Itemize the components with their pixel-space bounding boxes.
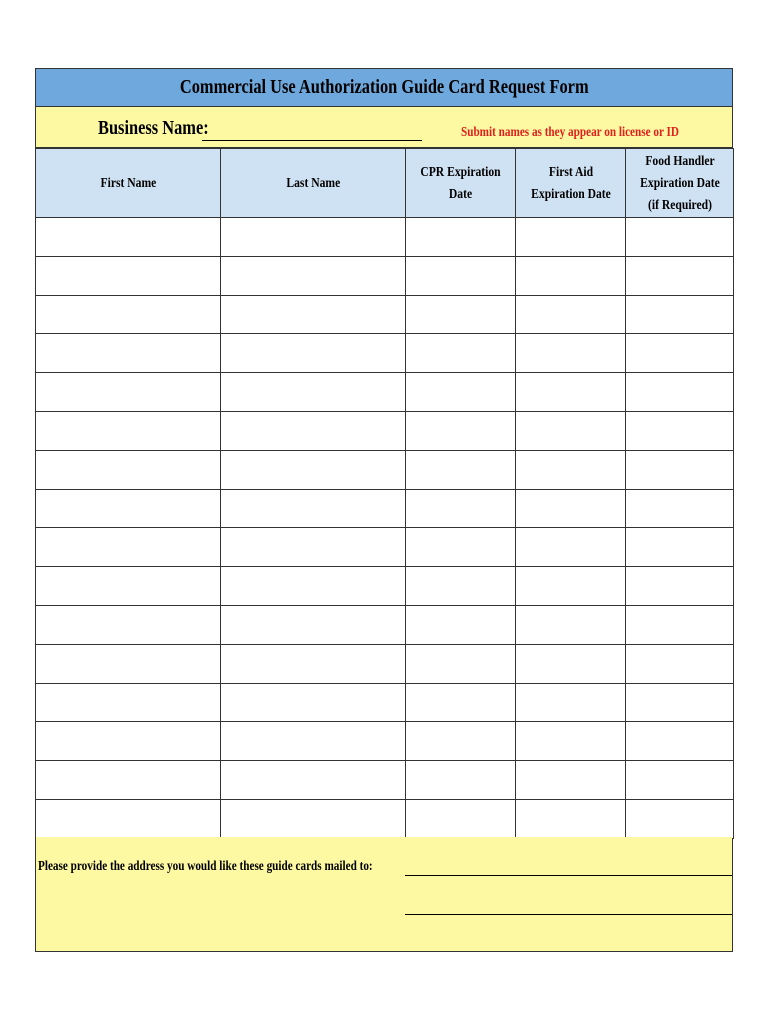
cell-food-handler-expiration[interactable] bbox=[626, 411, 734, 450]
cell-food-handler-expiration[interactable] bbox=[626, 799, 734, 838]
guide-table bbox=[35, 148, 734, 839]
cell-cpr-expiration[interactable] bbox=[406, 373, 516, 412]
cell-first-name[interactable] bbox=[36, 683, 221, 722]
column-header-first-aid-expiration: First Aid Expiration Date bbox=[516, 149, 626, 218]
cell-food-handler-expiration[interactable] bbox=[626, 489, 734, 528]
cell-first-aid-expiration[interactable] bbox=[516, 761, 626, 800]
table-row bbox=[36, 799, 734, 838]
cell-food-handler-expiration[interactable] bbox=[626, 450, 734, 489]
cell-last-name[interactable] bbox=[221, 489, 406, 528]
table-row bbox=[36, 373, 734, 412]
cell-food-handler-expiration[interactable] bbox=[626, 295, 734, 334]
cell-cpr-expiration[interactable] bbox=[406, 450, 516, 489]
cell-first-name[interactable] bbox=[36, 799, 221, 838]
cell-food-handler-expiration[interactable] bbox=[626, 567, 734, 606]
column-header-last-name: Last Name bbox=[221, 149, 406, 218]
table-row bbox=[36, 683, 734, 722]
table-row bbox=[36, 295, 734, 334]
table-row bbox=[36, 411, 734, 450]
cell-cpr-expiration[interactable] bbox=[406, 799, 516, 838]
column-header-food-handler-expiration: Food Handler Expiration Date (if Required) bbox=[626, 149, 734, 218]
cell-first-name[interactable] bbox=[36, 334, 221, 373]
cell-cpr-expiration[interactable] bbox=[406, 489, 516, 528]
form-title-bar bbox=[36, 69, 732, 107]
cell-last-name[interactable] bbox=[221, 373, 406, 412]
cell-cpr-expiration[interactable] bbox=[406, 644, 516, 683]
cell-last-name[interactable] bbox=[221, 722, 406, 761]
table-body bbox=[36, 218, 734, 839]
cell-first-aid-expiration[interactable] bbox=[516, 799, 626, 838]
cell-food-handler-expiration[interactable] bbox=[626, 722, 734, 761]
cell-cpr-expiration[interactable] bbox=[406, 605, 516, 644]
cell-first-aid-expiration[interactable] bbox=[516, 334, 626, 373]
cell-cpr-expiration[interactable] bbox=[406, 761, 516, 800]
table-row bbox=[36, 256, 734, 295]
table-header-row bbox=[36, 149, 734, 218]
business-name-row bbox=[36, 107, 732, 148]
cell-last-name[interactable] bbox=[221, 334, 406, 373]
cell-last-name[interactable] bbox=[221, 218, 406, 257]
cell-first-aid-expiration[interactable] bbox=[516, 567, 626, 606]
cell-last-name[interactable] bbox=[221, 605, 406, 644]
cell-cpr-expiration[interactable] bbox=[406, 683, 516, 722]
table-row bbox=[36, 644, 734, 683]
mailing-address-line-1[interactable] bbox=[405, 875, 732, 876]
cell-first-aid-expiration[interactable] bbox=[516, 218, 626, 257]
cell-cpr-expiration[interactable] bbox=[406, 528, 516, 567]
cell-first-aid-expiration[interactable] bbox=[516, 256, 626, 295]
cell-first-name[interactable] bbox=[36, 373, 221, 412]
cell-cpr-expiration[interactable] bbox=[406, 218, 516, 257]
cell-first-name[interactable] bbox=[36, 528, 221, 567]
cell-cpr-expiration[interactable] bbox=[406, 256, 516, 295]
business-name-field[interactable] bbox=[202, 140, 422, 141]
cell-cpr-expiration[interactable] bbox=[406, 295, 516, 334]
cell-first-name[interactable] bbox=[36, 605, 221, 644]
cell-first-name[interactable] bbox=[36, 256, 221, 295]
cell-first-aid-expiration[interactable] bbox=[516, 644, 626, 683]
table-row bbox=[36, 218, 734, 257]
table-row bbox=[36, 567, 734, 606]
cell-food-handler-expiration[interactable] bbox=[626, 605, 734, 644]
cell-food-handler-expiration[interactable] bbox=[626, 256, 734, 295]
cell-last-name[interactable] bbox=[221, 295, 406, 334]
cell-first-aid-expiration[interactable] bbox=[516, 683, 626, 722]
cell-last-name[interactable] bbox=[221, 450, 406, 489]
business-name-note: Submit names as they appear on license or ID bbox=[461, 125, 680, 140]
cell-last-name[interactable] bbox=[221, 799, 406, 838]
table-row bbox=[36, 722, 734, 761]
table-row bbox=[36, 761, 734, 800]
table-row bbox=[36, 489, 734, 528]
cell-first-name[interactable] bbox=[36, 411, 221, 450]
table-row bbox=[36, 528, 734, 567]
cell-last-name[interactable] bbox=[221, 411, 406, 450]
cell-first-aid-expiration[interactable] bbox=[516, 450, 626, 489]
cell-first-name[interactable] bbox=[36, 722, 221, 761]
cell-first-name[interactable] bbox=[36, 567, 221, 606]
column-header-first-name: First Name bbox=[36, 149, 221, 218]
cell-last-name[interactable] bbox=[221, 761, 406, 800]
table-row bbox=[36, 450, 734, 489]
cell-first-aid-expiration[interactable] bbox=[516, 722, 626, 761]
cell-first-name[interactable] bbox=[36, 761, 221, 800]
cell-food-handler-expiration[interactable] bbox=[626, 528, 734, 567]
cell-last-name[interactable] bbox=[221, 644, 406, 683]
cell-food-handler-expiration[interactable] bbox=[626, 373, 734, 412]
guide-card-request-form bbox=[35, 68, 733, 952]
cell-cpr-expiration[interactable] bbox=[406, 567, 516, 606]
cell-cpr-expiration[interactable] bbox=[406, 722, 516, 761]
column-header-cpr-expiration: CPR Expiration Date bbox=[406, 149, 516, 218]
business-name-label: Business Name: bbox=[98, 117, 209, 139]
cell-first-name[interactable] bbox=[36, 450, 221, 489]
cell-last-name[interactable] bbox=[221, 683, 406, 722]
table-row bbox=[36, 605, 734, 644]
cell-first-aid-expiration[interactable] bbox=[516, 295, 626, 334]
cell-cpr-expiration[interactable] bbox=[406, 334, 516, 373]
cell-first-aid-expiration[interactable] bbox=[516, 489, 626, 528]
mailing-address-section bbox=[36, 837, 732, 951]
cell-first-aid-expiration[interactable] bbox=[516, 605, 626, 644]
mailing-address-label: Please provide the address you would like these guide cards mailed to: bbox=[38, 859, 373, 874]
cell-first-name[interactable] bbox=[36, 644, 221, 683]
cell-first-name[interactable] bbox=[36, 218, 221, 257]
cell-food-handler-expiration[interactable] bbox=[626, 218, 734, 257]
form-title: Commercial Use Authorization Guide Card Request Form bbox=[179, 76, 589, 98]
cell-last-name[interactable] bbox=[221, 567, 406, 606]
cell-food-handler-expiration[interactable] bbox=[626, 334, 734, 373]
cell-food-handler-expiration[interactable] bbox=[626, 644, 734, 683]
cell-last-name[interactable] bbox=[221, 528, 406, 567]
cell-food-handler-expiration[interactable] bbox=[626, 761, 734, 800]
cell-food-handler-expiration[interactable] bbox=[626, 683, 734, 722]
table-row bbox=[36, 334, 734, 373]
cell-first-aid-expiration[interactable] bbox=[516, 411, 626, 450]
cell-first-name[interactable] bbox=[36, 489, 221, 528]
cell-first-aid-expiration[interactable] bbox=[516, 373, 626, 412]
mailing-address-line-2[interactable] bbox=[405, 914, 732, 915]
cell-last-name[interactable] bbox=[221, 256, 406, 295]
cell-first-name[interactable] bbox=[36, 295, 221, 334]
cell-first-aid-expiration[interactable] bbox=[516, 528, 626, 567]
cell-cpr-expiration[interactable] bbox=[406, 411, 516, 450]
